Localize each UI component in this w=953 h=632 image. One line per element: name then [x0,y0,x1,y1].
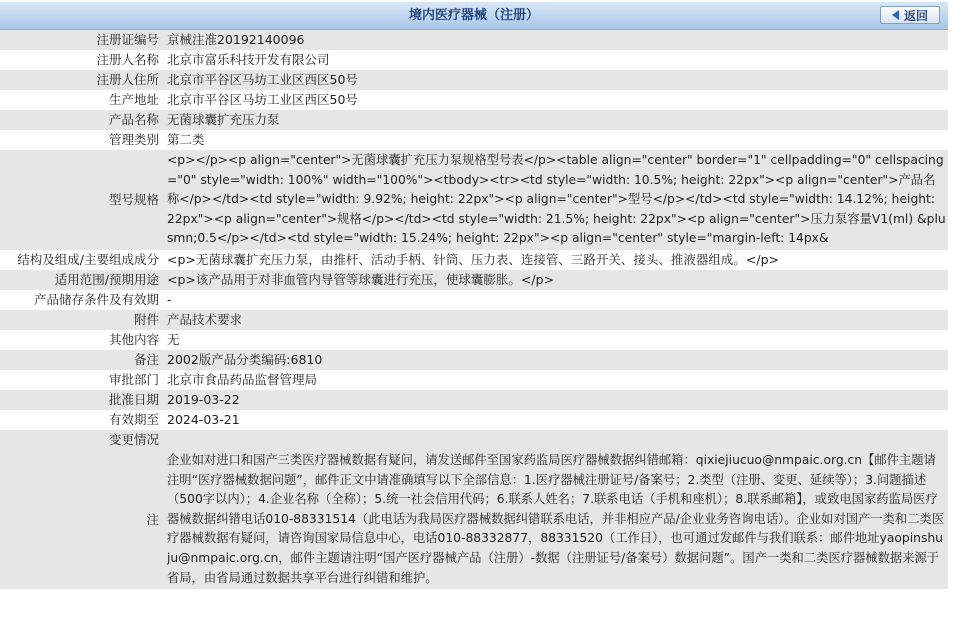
field-label: 生产地址 [0,90,165,110]
row-valid-until [0,410,948,430]
field-label: 适用范围/预期用途 [0,270,165,290]
field-label: 有效期至 [0,410,165,430]
field-label: 注册人住所 [0,70,165,90]
field-value: 无菌球囊扩充压力泵 [165,110,948,130]
row-other-content [0,330,948,350]
field-value: 京械注准20192140096 [165,30,948,50]
row-attachment [0,310,948,330]
field-value: 无 [165,330,948,350]
field-value: <p>无菌球囊扩充压力泵，由推杆、活动手柄、针筒、压力表、连接管、三路开关、接头、推液器组成。</p> [165,250,948,270]
row-structure-composition [0,250,948,270]
field-value: 企业如对进口和国产三类医疗器械数据有疑问，请发送邮件至国家药监局医疗器械数据纠错邮箱：qixiejiucuo@nmpaic.org.cn【邮件主题请注明“医疗器械数据问题”，邮件正文中请准确填写以下全部信息：1.医疗器械注册证号/备案号；2.类型（注册、变更、延续等）；3.问题描述（500字以内）；4.企业名称（全称）；5.统一社会信用代码；6.联系人姓名；7.联系电话（手机和座机）；8.联系邮箱】，或致电国家药监局医疗器械数据纠错电话010-88331514（此电话为我局医疗器械数据纠错联系电话，并非相应产品/企业业务咨询电话）。企业如对国产一类和二类医疗器械数据有疑问，请咨询国家局信息中心，电话010-88332877，88331520（工作日），也可通过发邮件与我们联系：邮件地址yaopinshuju@nmpaic.org.cn，邮件主题请注明“国产医疗器械产品（注册）-数据（注册证号/备案号）数据问题”。国产一类和二类医疗器械数据来源于省局，由省局通过数据共享平台进行纠错和维护。 [165,450,948,589]
row-approval-department [0,370,948,390]
field-label: 备注 [0,350,165,370]
page-header [0,2,948,30]
field-label: 注 [0,450,165,589]
back-button-label: 返回 [903,8,928,23]
page-title: 境内医疗器械（注册） [408,8,539,23]
field-value: 北京市平谷区马坊工业区西区50号 [165,90,948,110]
field-label: 注册证编号 [0,30,165,50]
row-intended-use [0,270,948,290]
field-label: 附件 [0,310,165,330]
row-production-address [0,90,948,110]
field-label: 管理类别 [0,130,165,150]
field-value: 北京市平谷区马坊工业区西区50号 [165,70,948,90]
row-change-history [0,430,948,450]
row-model-spec [0,150,948,250]
field-value: 2024-03-21 [165,410,948,430]
row-registrant-name [0,50,948,70]
back-button[interactable] [880,6,940,24]
row-approval-date [0,390,948,410]
field-label: 产品储存条件及有效期 [0,290,165,310]
field-label: 批准日期 [0,390,165,410]
field-label: 型号规格 [0,150,165,250]
field-label: 结构及组成/主要组成成分 [0,250,165,270]
field-value: <p>该产品用于对非血管内导管等球囊进行充压，使球囊膨胀。</p> [165,270,948,290]
field-label: 产品名称 [0,110,165,130]
field-label: 变更情况 [0,430,165,450]
row-registrant-address [0,70,948,90]
field-value: 北京市食品药品监督管理局 [165,370,948,390]
field-label: 注册人名称 [0,50,165,70]
field-value [165,430,948,450]
row-storage-validity [0,290,948,310]
field-value: <p></p><p align="center">无菌球囊扩充压力泵规格型号表</p><table align="center" border="1" cellpadding="0" cellspacing="0" style="width: 100%" width="100%"><tbody><tr><td style="width: 10.5%; height: 22px"><p align="center">产品名称</p></td><td style="width: 9.92%; height: 22px"><p align="center">型号</p></td><td style="width: 14.12%; height: 22px"><p align="center">规格</p></td><td style="width: 21.5%; height: 22px"><p align="center">压力泵容量V1(ml) &plusmn;0.5</p></td><td style="width: 15.24%; height: 22px"><p align="center" style="margin-left: 14px& [165,150,948,250]
field-value: 产品技术要求 [165,310,948,330]
row-management-category [0,130,948,150]
row-remarks [0,350,948,370]
field-value: 北京市富乐科技开发有限公司 [165,50,948,70]
row-registration-number [0,30,948,50]
back-arrow-icon [892,10,899,20]
device-info-table [0,30,948,589]
field-label: 审批部门 [0,370,165,390]
field-value: - [165,290,948,310]
field-label: 其他内容 [0,330,165,350]
row-product-name [0,110,948,130]
field-value: 2002版产品分类编码:6810 [165,350,948,370]
field-value: 2019-03-22 [165,390,948,410]
row-note [0,450,948,589]
field-value: 第二类 [165,130,948,150]
